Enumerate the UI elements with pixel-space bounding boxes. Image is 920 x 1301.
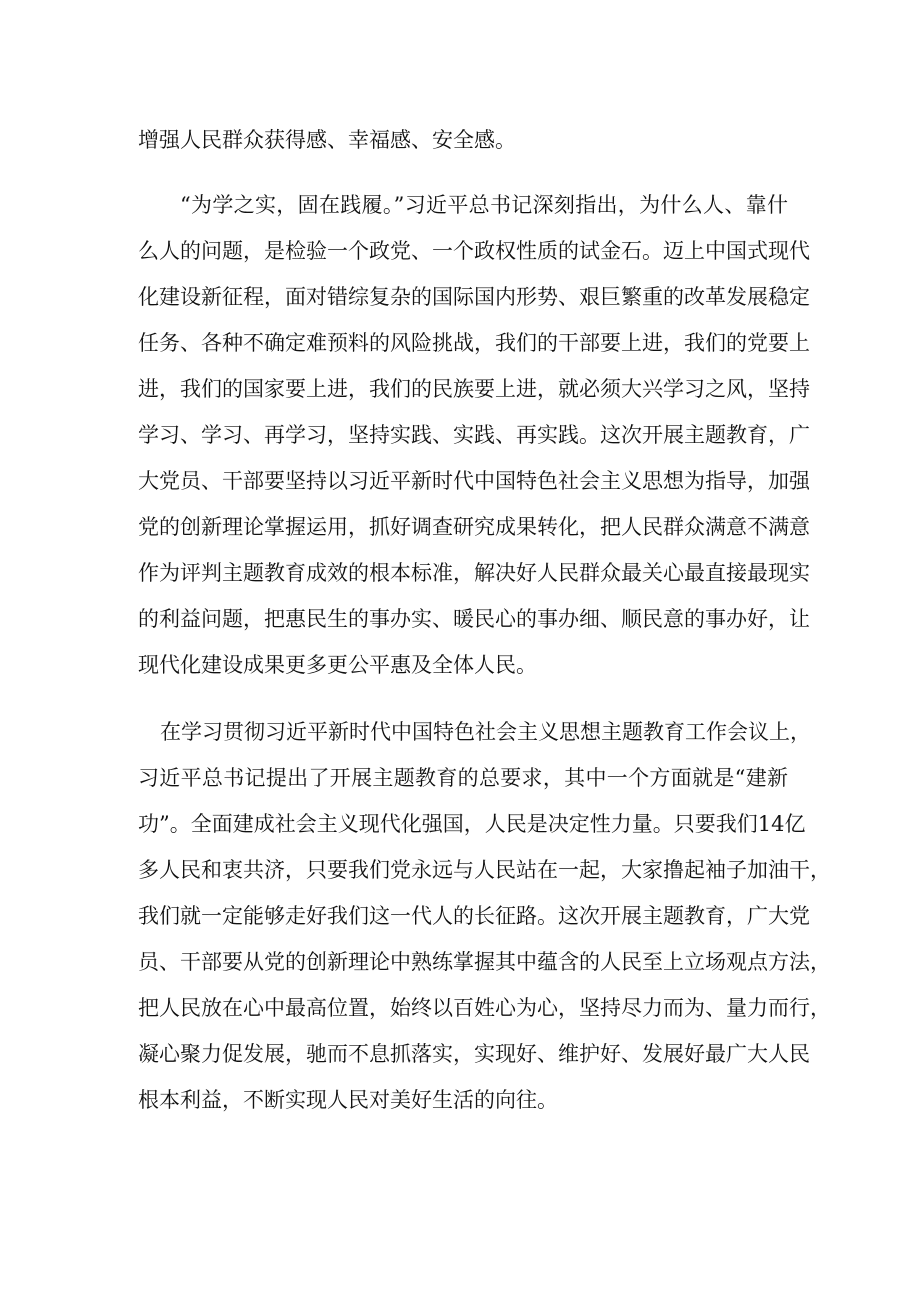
- paragraph-2-line-5: 进，我们的国家要上进，我们的民族要上进，就必须大兴学习之风，坚持: [138, 377, 810, 401]
- paragraph-3-line-3: 功”。全面建成社会主义现代化强国，人民是决定性力量。只要我们14亿: [138, 812, 806, 836]
- paragraph-3-line-4: 多人民和衷共济，只要我们党永远与人民站在一起，大家撸起袖子加油干，: [138, 858, 831, 882]
- paragraph-2-line-8: 党的创新理论掌握运用，抓好调查研究成果转化，把人民群众满意不满意: [138, 515, 810, 539]
- paragraph-2-line-3: 化建设新征程，面对错综复杂的国际国内形势、艰巨繁重的改革发展稳定: [138, 285, 810, 309]
- paragraph-2-line-10: 的利益问题，把惠民生的事办实、暖民心的事办细、顺民意的事办好，让: [138, 607, 810, 631]
- paragraph-3-line-9: 根本利益，不断实现人民对美好生活的向往。: [138, 1088, 558, 1112]
- paragraph-3-line-7: 把人民放在心中最高位置，始终以百姓心为心，坚持尽力而为、量力而行，: [138, 996, 831, 1020]
- paragraph-3-line-8: 凝心聚力促发展，驰而不息抓落实，实现好、维护好、发展好最广大人民: [138, 1042, 810, 1066]
- paragraph-2-line-1: “为学之实，固在践履。”习近平总书记深刻指出，为什么人、靠什: [180, 193, 788, 217]
- paragraph-1-line-1: 增强人民群众获得感、幸福感、安全感。: [138, 128, 516, 152]
- paragraph-3-line-2: 习近平总书记提出了开展主题教育的总要求，其中一个方面就是“建新: [138, 766, 788, 790]
- paragraph-3-line-6: 员、干部要从党的创新理论中熟练掌握其中蕴含的人民至上立场观点方法，: [138, 950, 831, 974]
- paragraph-2-line-9: 作为评判主题教育成效的根本标准，解决好人民群众最关心最直接最现实: [138, 561, 810, 585]
- paragraph-2-line-4: 任务、各种不确定难预料的风险挑战，我们的干部要上进，我们的党要上: [138, 331, 810, 355]
- paragraph-2-line-7: 大党员、干部要坚持以习近平新时代中国特色社会主义思想为指导，加强: [138, 469, 810, 493]
- paragraph-3-line-5: 我们就一定能够走好我们这一代人的长征路。这次开展主题教育，广大党: [138, 904, 810, 928]
- paragraph-2-line-11: 现代化建设成果更多更公平惠及全体人民。: [138, 653, 537, 677]
- paragraph-2-line-6: 学习、学习、再学习，坚持实践、实践、再实践。这次开展主题教育，广: [138, 423, 810, 447]
- paragraph-2-line-2: 么人的问题，是检验一个政党、一个政权性质的试金石。迈上中国式现代: [138, 239, 810, 263]
- paragraph-3-line-1: 在学习贯彻习近平新时代中国特色社会主义思想主题教育工作会议上，: [160, 720, 811, 744]
